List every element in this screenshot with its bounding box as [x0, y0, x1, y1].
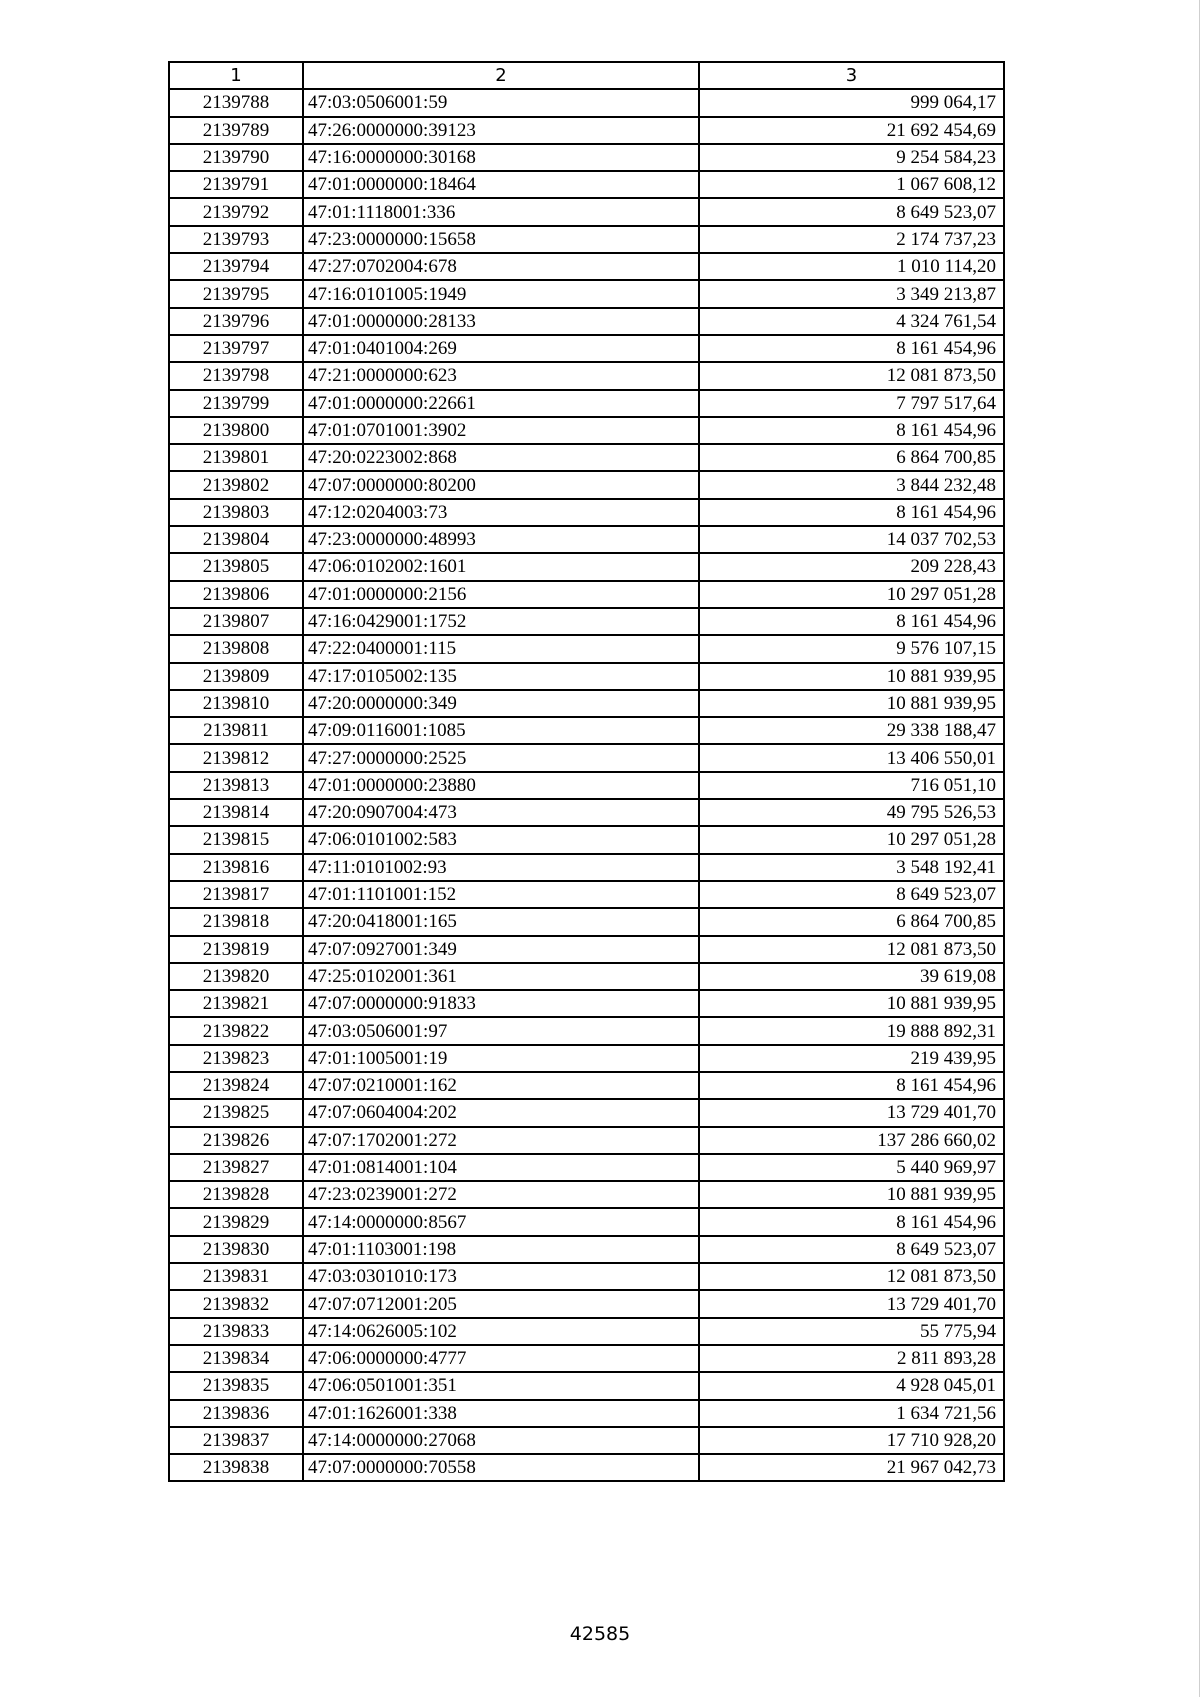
table-row — [169, 362, 1004, 389]
row-number-cell: 2139834 — [169, 1345, 303, 1372]
cadastral-number-cell: 47:16:0000000:30168 — [303, 144, 699, 171]
cadastral-number-cell: 47:07:0000000:70558 — [303, 1454, 699, 1481]
cadastral-number-cell: 47:01:1005001:19 — [303, 1045, 699, 1072]
value-cell: 209 228,43 — [699, 553, 1004, 580]
row-number-cell: 2139821 — [169, 990, 303, 1017]
value-cell: 3 844 232,48 — [699, 471, 1004, 498]
row-number-cell: 2139804 — [169, 526, 303, 553]
column-header-1: 1 — [169, 62, 303, 89]
row-number-cell: 2139794 — [169, 253, 303, 280]
row-number-cell: 2139800 — [169, 417, 303, 444]
table-row — [169, 226, 1004, 253]
value-cell: 1 634 721,56 — [699, 1400, 1004, 1427]
table-row — [169, 171, 1004, 198]
table-row — [169, 990, 1004, 1017]
table-row — [169, 1127, 1004, 1154]
value-cell: 17 710 928,20 — [699, 1427, 1004, 1454]
value-cell: 716 051,10 — [699, 772, 1004, 799]
table-row — [169, 308, 1004, 335]
cadastral-number-cell: 47:20:0223002:868 — [303, 444, 699, 471]
table-row — [169, 799, 1004, 826]
row-number-cell: 2139833 — [169, 1318, 303, 1345]
row-number-cell: 2139807 — [169, 608, 303, 635]
row-number-cell: 2139822 — [169, 1017, 303, 1044]
table-row — [169, 280, 1004, 307]
row-number-cell: 2139837 — [169, 1427, 303, 1454]
value-cell: 10 297 051,28 — [699, 826, 1004, 853]
value-cell: 2 174 737,23 — [699, 226, 1004, 253]
row-number-cell: 2139797 — [169, 335, 303, 362]
value-cell: 10 881 939,95 — [699, 690, 1004, 717]
row-number-cell: 2139799 — [169, 390, 303, 417]
row-number-cell: 2139817 — [169, 881, 303, 908]
table-row — [169, 908, 1004, 935]
cadastral-number-cell: 47:01:0000000:2156 — [303, 581, 699, 608]
cadastral-number-cell: 47:01:0000000:23880 — [303, 772, 699, 799]
column-header-3: 3 — [699, 62, 1004, 89]
table-row — [169, 1208, 1004, 1235]
cadastral-number-cell: 47:07:0604004:202 — [303, 1099, 699, 1126]
cadastral-number-cell: 47:17:0105002:135 — [303, 663, 699, 690]
value-cell: 8 161 454,96 — [699, 417, 1004, 444]
cadastral-number-cell: 47:07:0210001:162 — [303, 1072, 699, 1099]
value-cell: 19 888 892,31 — [699, 1017, 1004, 1044]
table-row — [169, 89, 1004, 116]
table-row — [169, 444, 1004, 471]
cadastral-number-cell: 47:14:0626005:102 — [303, 1318, 699, 1345]
table-row — [169, 117, 1004, 144]
page-number: 42585 — [569, 1623, 631, 1645]
row-number-cell: 2139795 — [169, 280, 303, 307]
row-number-cell: 2139829 — [169, 1208, 303, 1235]
table-row — [169, 1454, 1004, 1481]
value-cell: 10 881 939,95 — [699, 663, 1004, 690]
value-cell: 39 619,08 — [699, 963, 1004, 990]
table-row — [169, 1372, 1004, 1399]
row-number-cell: 2139809 — [169, 663, 303, 690]
cadastral-number-cell: 47:09:0116001:1085 — [303, 717, 699, 744]
value-cell: 1 067 608,12 — [699, 171, 1004, 198]
value-cell: 12 081 873,50 — [699, 936, 1004, 963]
cadastral-number-cell: 47:07:0712001:205 — [303, 1290, 699, 1317]
row-number-cell: 2139801 — [169, 444, 303, 471]
cadastral-number-cell: 47:16:0429001:1752 — [303, 608, 699, 635]
value-cell: 8 161 454,96 — [699, 1208, 1004, 1235]
value-cell: 29 338 188,47 — [699, 717, 1004, 744]
cadastral-number-cell: 47:14:0000000:8567 — [303, 1208, 699, 1235]
table-row — [169, 144, 1004, 171]
cadastral-number-cell: 47:01:1101001:152 — [303, 881, 699, 908]
table-row — [169, 1045, 1004, 1072]
cadastral-number-cell: 47:01:0000000:22661 — [303, 390, 699, 417]
row-number-cell: 2139802 — [169, 471, 303, 498]
cadastral-number-cell: 47:27:0000000:2525 — [303, 744, 699, 771]
table-row — [169, 417, 1004, 444]
table-row — [169, 717, 1004, 744]
value-cell: 21 967 042,73 — [699, 1454, 1004, 1481]
table-row — [169, 1154, 1004, 1181]
table-row — [169, 608, 1004, 635]
table-row — [169, 936, 1004, 963]
row-number-cell: 2139796 — [169, 308, 303, 335]
cadastral-number-cell: 47:07:1702001:272 — [303, 1127, 699, 1154]
row-number-cell: 2139789 — [169, 117, 303, 144]
cadastral-value-table — [168, 61, 1005, 1482]
cadastral-number-cell: 47:03:0506001:97 — [303, 1017, 699, 1044]
value-cell: 8 161 454,96 — [699, 499, 1004, 526]
row-number-cell: 2139820 — [169, 963, 303, 990]
table-row — [169, 1345, 1004, 1372]
row-number-cell: 2139826 — [169, 1127, 303, 1154]
value-cell: 2 811 893,28 — [699, 1345, 1004, 1372]
value-cell: 49 795 526,53 — [699, 799, 1004, 826]
cadastral-number-cell: 47:03:0301010:173 — [303, 1263, 699, 1290]
cadastral-number-cell: 47:20:0907004:473 — [303, 799, 699, 826]
cadastral-number-cell: 47:12:0204003:73 — [303, 499, 699, 526]
table-row — [169, 1318, 1004, 1345]
row-number-cell: 2139827 — [169, 1154, 303, 1181]
table-row — [169, 881, 1004, 908]
value-cell: 5 440 969,97 — [699, 1154, 1004, 1181]
value-cell: 8 649 523,07 — [699, 881, 1004, 908]
table-row — [169, 690, 1004, 717]
cadastral-number-cell: 47:14:0000000:27068 — [303, 1427, 699, 1454]
table-row — [169, 553, 1004, 580]
cadastral-number-cell: 47:06:0102002:1601 — [303, 553, 699, 580]
row-number-cell: 2139838 — [169, 1454, 303, 1481]
cadastral-number-cell: 47:21:0000000:623 — [303, 362, 699, 389]
table-row — [169, 963, 1004, 990]
table-row — [169, 663, 1004, 690]
row-number-cell: 2139831 — [169, 1263, 303, 1290]
cadastral-number-cell: 47:06:0101002:583 — [303, 826, 699, 853]
row-number-cell: 2139808 — [169, 635, 303, 662]
row-number-cell: 2139819 — [169, 936, 303, 963]
value-cell: 3 349 213,87 — [699, 280, 1004, 307]
value-cell: 12 081 873,50 — [699, 362, 1004, 389]
table-row — [169, 198, 1004, 225]
row-number-cell: 2139818 — [169, 908, 303, 935]
cadastral-number-cell: 47:01:0000000:18464 — [303, 171, 699, 198]
header-row — [169, 62, 1004, 89]
cadastral-number-cell: 47:01:0701001:3902 — [303, 417, 699, 444]
cadastral-number-cell: 47:16:0101005:1949 — [303, 280, 699, 307]
cadastral-number-cell: 47:25:0102001:361 — [303, 963, 699, 990]
value-cell: 999 064,17 — [699, 89, 1004, 116]
row-number-cell: 2139792 — [169, 198, 303, 225]
value-cell: 3 548 192,41 — [699, 854, 1004, 881]
value-cell: 137 286 660,02 — [699, 1127, 1004, 1154]
value-cell: 14 037 702,53 — [699, 526, 1004, 553]
cadastral-number-cell: 47:23:0000000:15658 — [303, 226, 699, 253]
row-number-cell: 2139836 — [169, 1400, 303, 1427]
value-cell: 13 729 401,70 — [699, 1099, 1004, 1126]
table-row — [169, 253, 1004, 280]
value-cell: 9 254 584,23 — [699, 144, 1004, 171]
table-row — [169, 744, 1004, 771]
value-cell: 10 881 939,95 — [699, 1181, 1004, 1208]
cadastral-number-cell: 47:01:0401004:269 — [303, 335, 699, 362]
value-cell: 9 576 107,15 — [699, 635, 1004, 662]
column-header-2: 2 — [303, 62, 699, 89]
table-row — [169, 635, 1004, 662]
table-row — [169, 1072, 1004, 1099]
value-cell: 8 649 523,07 — [699, 198, 1004, 225]
row-number-cell: 2139790 — [169, 144, 303, 171]
value-cell: 13 406 550,01 — [699, 744, 1004, 771]
table-row — [169, 499, 1004, 526]
table-row — [169, 1427, 1004, 1454]
value-cell: 8 161 454,96 — [699, 608, 1004, 635]
cadastral-number-cell: 47:01:1118001:336 — [303, 198, 699, 225]
value-cell: 219 439,95 — [699, 1045, 1004, 1072]
row-number-cell: 2139806 — [169, 581, 303, 608]
row-number-cell: 2139835 — [169, 1372, 303, 1399]
row-number-cell: 2139811 — [169, 717, 303, 744]
table-row — [169, 826, 1004, 853]
value-cell: 12 081 873,50 — [699, 1263, 1004, 1290]
value-cell: 8 161 454,96 — [699, 335, 1004, 362]
value-cell: 6 864 700,85 — [699, 908, 1004, 935]
value-cell: 1 010 114,20 — [699, 253, 1004, 280]
row-number-cell: 2139832 — [169, 1290, 303, 1317]
row-number-cell: 2139825 — [169, 1099, 303, 1126]
table-row — [169, 854, 1004, 881]
cadastral-number-cell: 47:26:0000000:39123 — [303, 117, 699, 144]
row-number-cell: 2139812 — [169, 744, 303, 771]
table-header — [169, 62, 1004, 89]
cadastral-number-cell: 47:01:0814001:104 — [303, 1154, 699, 1181]
value-cell: 13 729 401,70 — [699, 1290, 1004, 1317]
cadastral-number-cell: 47:01:1103001:198 — [303, 1236, 699, 1263]
value-cell: 4 928 045,01 — [699, 1372, 1004, 1399]
table-row — [169, 1290, 1004, 1317]
row-number-cell: 2139805 — [169, 553, 303, 580]
row-number-cell: 2139803 — [169, 499, 303, 526]
table-row — [169, 1099, 1004, 1126]
cadastral-number-cell: 47:07:0000000:80200 — [303, 471, 699, 498]
cadastral-number-cell: 47:06:0501001:351 — [303, 1372, 699, 1399]
row-number-cell: 2139793 — [169, 226, 303, 253]
value-cell: 4 324 761,54 — [699, 308, 1004, 335]
table-row — [169, 1181, 1004, 1208]
cadastral-number-cell: 47:11:0101002:93 — [303, 854, 699, 881]
table-row — [169, 335, 1004, 362]
row-number-cell: 2139814 — [169, 799, 303, 826]
value-cell: 7 797 517,64 — [699, 390, 1004, 417]
cadastral-number-cell: 47:23:0000000:48993 — [303, 526, 699, 553]
cadastral-number-cell: 47:20:0418001:165 — [303, 908, 699, 935]
cadastral-number-cell: 47:20:0000000:349 — [303, 690, 699, 717]
row-number-cell: 2139791 — [169, 171, 303, 198]
cadastral-number-cell: 47:01:0000000:28133 — [303, 308, 699, 335]
row-number-cell: 2139810 — [169, 690, 303, 717]
value-cell: 10 881 939,95 — [699, 990, 1004, 1017]
cadastral-number-cell: 47:07:0000000:91833 — [303, 990, 699, 1017]
row-number-cell: 2139813 — [169, 772, 303, 799]
value-cell: 6 864 700,85 — [699, 444, 1004, 471]
row-number-cell: 2139798 — [169, 362, 303, 389]
cadastral-number-cell: 47:01:1626001:338 — [303, 1400, 699, 1427]
value-cell: 21 692 454,69 — [699, 117, 1004, 144]
table-row — [169, 772, 1004, 799]
row-number-cell: 2139824 — [169, 1072, 303, 1099]
row-number-cell: 2139816 — [169, 854, 303, 881]
row-number-cell: 2139788 — [169, 89, 303, 116]
value-cell: 8 161 454,96 — [699, 1072, 1004, 1099]
row-number-cell: 2139830 — [169, 1236, 303, 1263]
table-row — [169, 471, 1004, 498]
table-row — [169, 1400, 1004, 1427]
table-row — [169, 1263, 1004, 1290]
cadastral-number-cell: 47:06:0000000:4777 — [303, 1345, 699, 1372]
value-cell: 8 649 523,07 — [699, 1236, 1004, 1263]
value-cell: 10 297 051,28 — [699, 581, 1004, 608]
cadastral-number-cell: 47:22:0400001:115 — [303, 635, 699, 662]
cadastral-number-cell: 47:27:0702004:678 — [303, 253, 699, 280]
cadastral-number-cell: 47:07:0927001:349 — [303, 936, 699, 963]
table-row — [169, 390, 1004, 417]
value-cell: 55 775,94 — [699, 1318, 1004, 1345]
table-body — [169, 89, 1004, 1481]
row-number-cell: 2139828 — [169, 1181, 303, 1208]
table-row — [169, 1017, 1004, 1044]
row-number-cell: 2139815 — [169, 826, 303, 853]
table-row — [169, 1236, 1004, 1263]
table-row — [169, 526, 1004, 553]
cadastral-number-cell: 47:03:0506001:59 — [303, 89, 699, 116]
row-number-cell: 2139823 — [169, 1045, 303, 1072]
cadastral-number-cell: 47:23:0239001:272 — [303, 1181, 699, 1208]
table-row — [169, 581, 1004, 608]
